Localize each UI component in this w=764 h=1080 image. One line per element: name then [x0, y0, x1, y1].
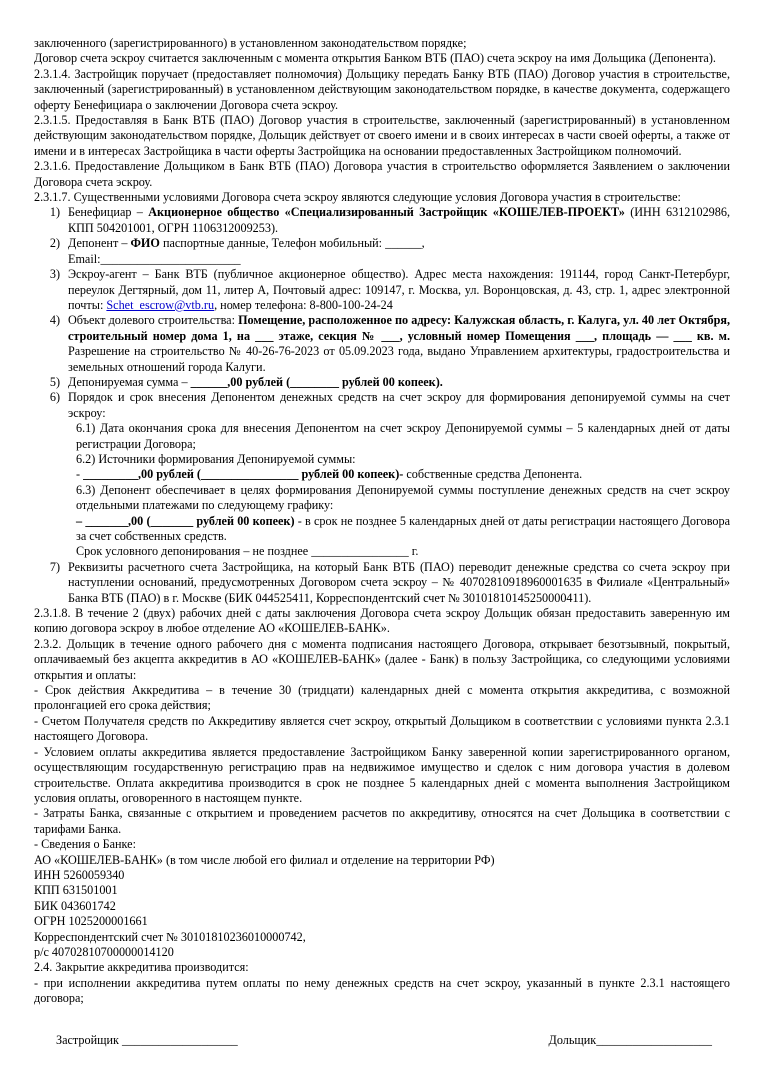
paragraph: - Сведения о Банке:: [34, 837, 136, 852]
paragraph: 2.4. Закрытие аккредитива производится:: [34, 960, 249, 975]
list-item-text: [68, 375, 730, 390]
sub-item: 6.3) Депонент обеспечивает в целях формирования Депонируемой суммы поступление денежных средств на счет эскроу отдельными платежами по следующему графику:: [76, 482, 730, 513]
paragraph: АО «КОШЕЛЕВ-БАНК» (в том числе любой его филиал и отделение на территории РФ): [34, 852, 495, 867]
list-item-number: 6): [49, 390, 60, 405]
list-item: [34, 236, 730, 251]
list-item: [34, 252, 730, 267]
paragraph: 2.3.1.5. Предоставляя в Банк ВТБ (ПАО) Договор участия в строительстве, заключенный (зарегистрированный) в установленном действующим законодательством порядке, Дольщик действует от своего имени и в своих интересах в части своей оферты, а также от имени и в интересах Застройщика в части оферты Застройщика на основании предоставленных Застройщиком полномочий.: [34, 113, 730, 158]
list-item-text: Реквизиты расчетного счета Застройщика, на который Банк ВТБ (ПАО) переводит денежные средства со счета эскроу при наступлении оснований, предусмотренных Договором счета эскроу – № 40702810918960001635 в Филиале «Центральный» Банка ВТБ (ПАО) в г. Москве (БИК 044525411, Корреспондентский счет № 30101810145250000411).: [68, 559, 730, 605]
text-run: Депонент –: [68, 236, 131, 251]
list-item: [34, 267, 730, 313]
paragraph: - Счетом Получателя средств по Аккредитиву является счет эскроу, открытый Дольщиком в соответствии с условиями пункта 2.3.1 настоящего Договора.: [34, 713, 730, 744]
text-run: Эскроу-агент – Банк ВТБ (публичное акционерное общество). Адрес места нахождения: 191144, город Санкт-Петербург, переулок Дегтярный, дом 11, литер А, Почтовый адрес: 109147, г. Москва, ул. Воронцовская, д. 43, стр. 1, адрес электронной почты:: [68, 267, 730, 312]
paragraph: - при исполнении аккредитива путем оплаты по нему денежных средств на счет эскроу, указанный в пункте 2.3.1 настоящего договора;: [34, 975, 730, 1006]
text-run-bold: ______,00 рублей (________ рублей 00 копеек).: [190, 374, 443, 389]
list-item: [34, 390, 730, 421]
paragraph: ОГРН 1025200001661: [34, 914, 148, 929]
list-item: [34, 205, 730, 236]
list-item: [34, 560, 730, 606]
list-item: [34, 375, 730, 390]
text-run: Разрешение на строительство № 40-26-76-2023 от 05.09.2023 года, выдано Управлением архитектуры, градостроительства и земельных отношений города Калуги.: [68, 344, 730, 374]
paragraph: 2.3.1.7. Существенными условиями Договора счета эскроу являются следующие условия Договора участия в строительстве:: [34, 190, 681, 205]
signature-developer: Застройщик ___________________: [56, 1032, 238, 1047]
list-item-text: [68, 236, 730, 251]
text-run: , номер телефона: 8-800-100-24-24: [214, 297, 393, 312]
list-item-number: 4): [49, 313, 60, 328]
sub-item: 6.2) Источники формирования Депонируемой суммы:: [76, 451, 356, 466]
list-item-number: 1): [49, 205, 60, 220]
signature-participant: Дольщик___________________: [548, 1032, 712, 1047]
text-run: паспортные данные, Телефон мобильный: ______,: [159, 236, 425, 251]
text-run: Объект долевого строительства:: [68, 313, 239, 328]
paragraph: - Затраты Банка, связанные с открытием и проведением расчетов по аккредитиву, относятся на счет Дольщика в соответствии с тарифами Банка.: [34, 806, 730, 836]
paragraph: 2.3.1.8. В течение 2 (двух) рабочих дней с даты заключения Договора счета эскроу Дольщик обязан предоставить заверенную им копию договора эскроу в любое отделение АО «КОШЕЛЕВ-БАНК».: [34, 606, 730, 636]
text-run: - в срок не позднее 5 календарных дней от даты регистрации настоящего Договора за счет собственных средств.: [76, 513, 731, 543]
paragraph: 2.3.2. Дольщик в течение одного рабочего дня с момента подписания настоящего Договора, открывает безотзывный, покрытый, оплачиваемый без акцепта аккредитив в АО «КОШЕЛЕВ-БАНК» (далее - Банк) в пользу Застройщика, со следующими условиями открытия и оплаты:: [34, 636, 730, 682]
dash-item: [76, 467, 730, 482]
paragraph: заключенного (зарегистрированного) в установленном законодательством порядке;: [34, 36, 467, 50]
list-item-number: 7): [49, 559, 60, 574]
paragraph: БИК 043601742: [34, 898, 116, 913]
signature-block: [34, 1033, 730, 1048]
list-item-number: 2): [49, 236, 60, 251]
text-run: (ИНН 6312102986, КПП 504201001, ОГРН 1106312009253).: [68, 205, 730, 235]
paragraph: Корреспондентский счет № 30101810236010000742,: [34, 929, 306, 944]
list-item-number: 5): [49, 374, 60, 389]
list-item: [34, 313, 730, 375]
list-item-text: [68, 267, 730, 313]
text-run-bold: Помещение, расположенное по адресу: Калужская область, г. Калуга, ул. 40 лет Октября, строительный номер дома 1, на ___ этаже, секция № ___, условный номер Помещения ___, площадь — ___ кв. м.: [68, 313, 730, 343]
paragraph: 2.3.1.4. Застройщик поручает (предоставляет полномочия) Дольщику передать Банку ВТБ (ПАО) Договор участия в строительстве, заключенный (зарегистрированный) в установленном действующим законодательством порядке, в качестве документа, содержащего оферту Бенефициара о заключении Договора счета эскроу.: [34, 66, 730, 112]
text-run: собственные средства Депонента.: [403, 467, 583, 482]
list-item-text: [68, 205, 730, 236]
paragraph: ИНН 5260059340: [34, 867, 125, 882]
sub-item: Срок условного депонирования – не позднее ________________ г.: [76, 544, 419, 559]
paragraph: - Срок действия Аккредитива – в течение 30 (тридцати) календарных дней с момента открытия аккредитива, с возможной пролонгацией его срока действия;: [34, 683, 730, 713]
numbered-list: [34, 205, 730, 421]
paragraph: р/с 40702810700000014120: [34, 944, 174, 959]
sub-item: 6.1) Дата окончания срока для внесения Депонентом на счет эскроу Депонируемой суммы – 5 календарных дней от даты регистрации Договора;: [76, 421, 730, 451]
text-run-bold: –: [76, 513, 86, 528]
text-run-bold: Акционерное общество «Специализированный Застройщик «КОШЕЛЕВ-ПРОЕКТ»: [148, 205, 625, 220]
email-link[interactable]: Schet_escrow@vtb.ru: [106, 297, 215, 312]
numbered-list-2: [34, 560, 730, 606]
text-run: -: [76, 467, 84, 482]
list-item-text: Порядок и срок внесения Депонентом денежных средств на счет эскроу для формирования депонируемой суммы на счет эскроу:: [68, 390, 730, 420]
list-item-text: [68, 313, 730, 375]
paragraph: 2.3.1.6. Предоставление Дольщиком в Банк ВТБ (ПАО) Договора участия в строительство оформляется Заявлением о заключении Договора счета эскроу.: [34, 159, 730, 189]
list-item-text: Email:_______________________: [68, 251, 241, 266]
text-run-bold: ФИО: [130, 236, 160, 251]
list-item-number: 3): [49, 267, 60, 282]
paragraph: - Условием оплаты аккредитива является предоставление Застройщиком Банку заверенной копии зарегистрированного органом, осуществляющим государственную регистрацию прав на недвижимое имущество и сделок с ним договора участия в долевом строительстве. Оплата аккредитива производится в срок не позднее 5 календарных дней с момента выполнения Застройщиком условия оплаты, оговоренного в настоящем пункте.: [34, 744, 730, 805]
dash-item: [76, 514, 730, 545]
text-run: Бенефициар –: [68, 205, 149, 220]
paragraph: Договор счета эскроу считается заключенным с момента открытия Банком ВТБ (ПАО) счета эскроу на имя Дольщика (Депонента).: [34, 51, 716, 66]
text-run-bold: _________,00 рублей (________________ рублей 00 копеек)-: [83, 467, 404, 482]
text-run-bold: _______,00 (_______ рублей 00 копеек): [85, 513, 295, 528]
paragraph: КПП 631501001: [34, 883, 118, 898]
list-item-number: [34, 252, 68, 267]
text-run: Депонируемая сумма –: [68, 374, 191, 389]
